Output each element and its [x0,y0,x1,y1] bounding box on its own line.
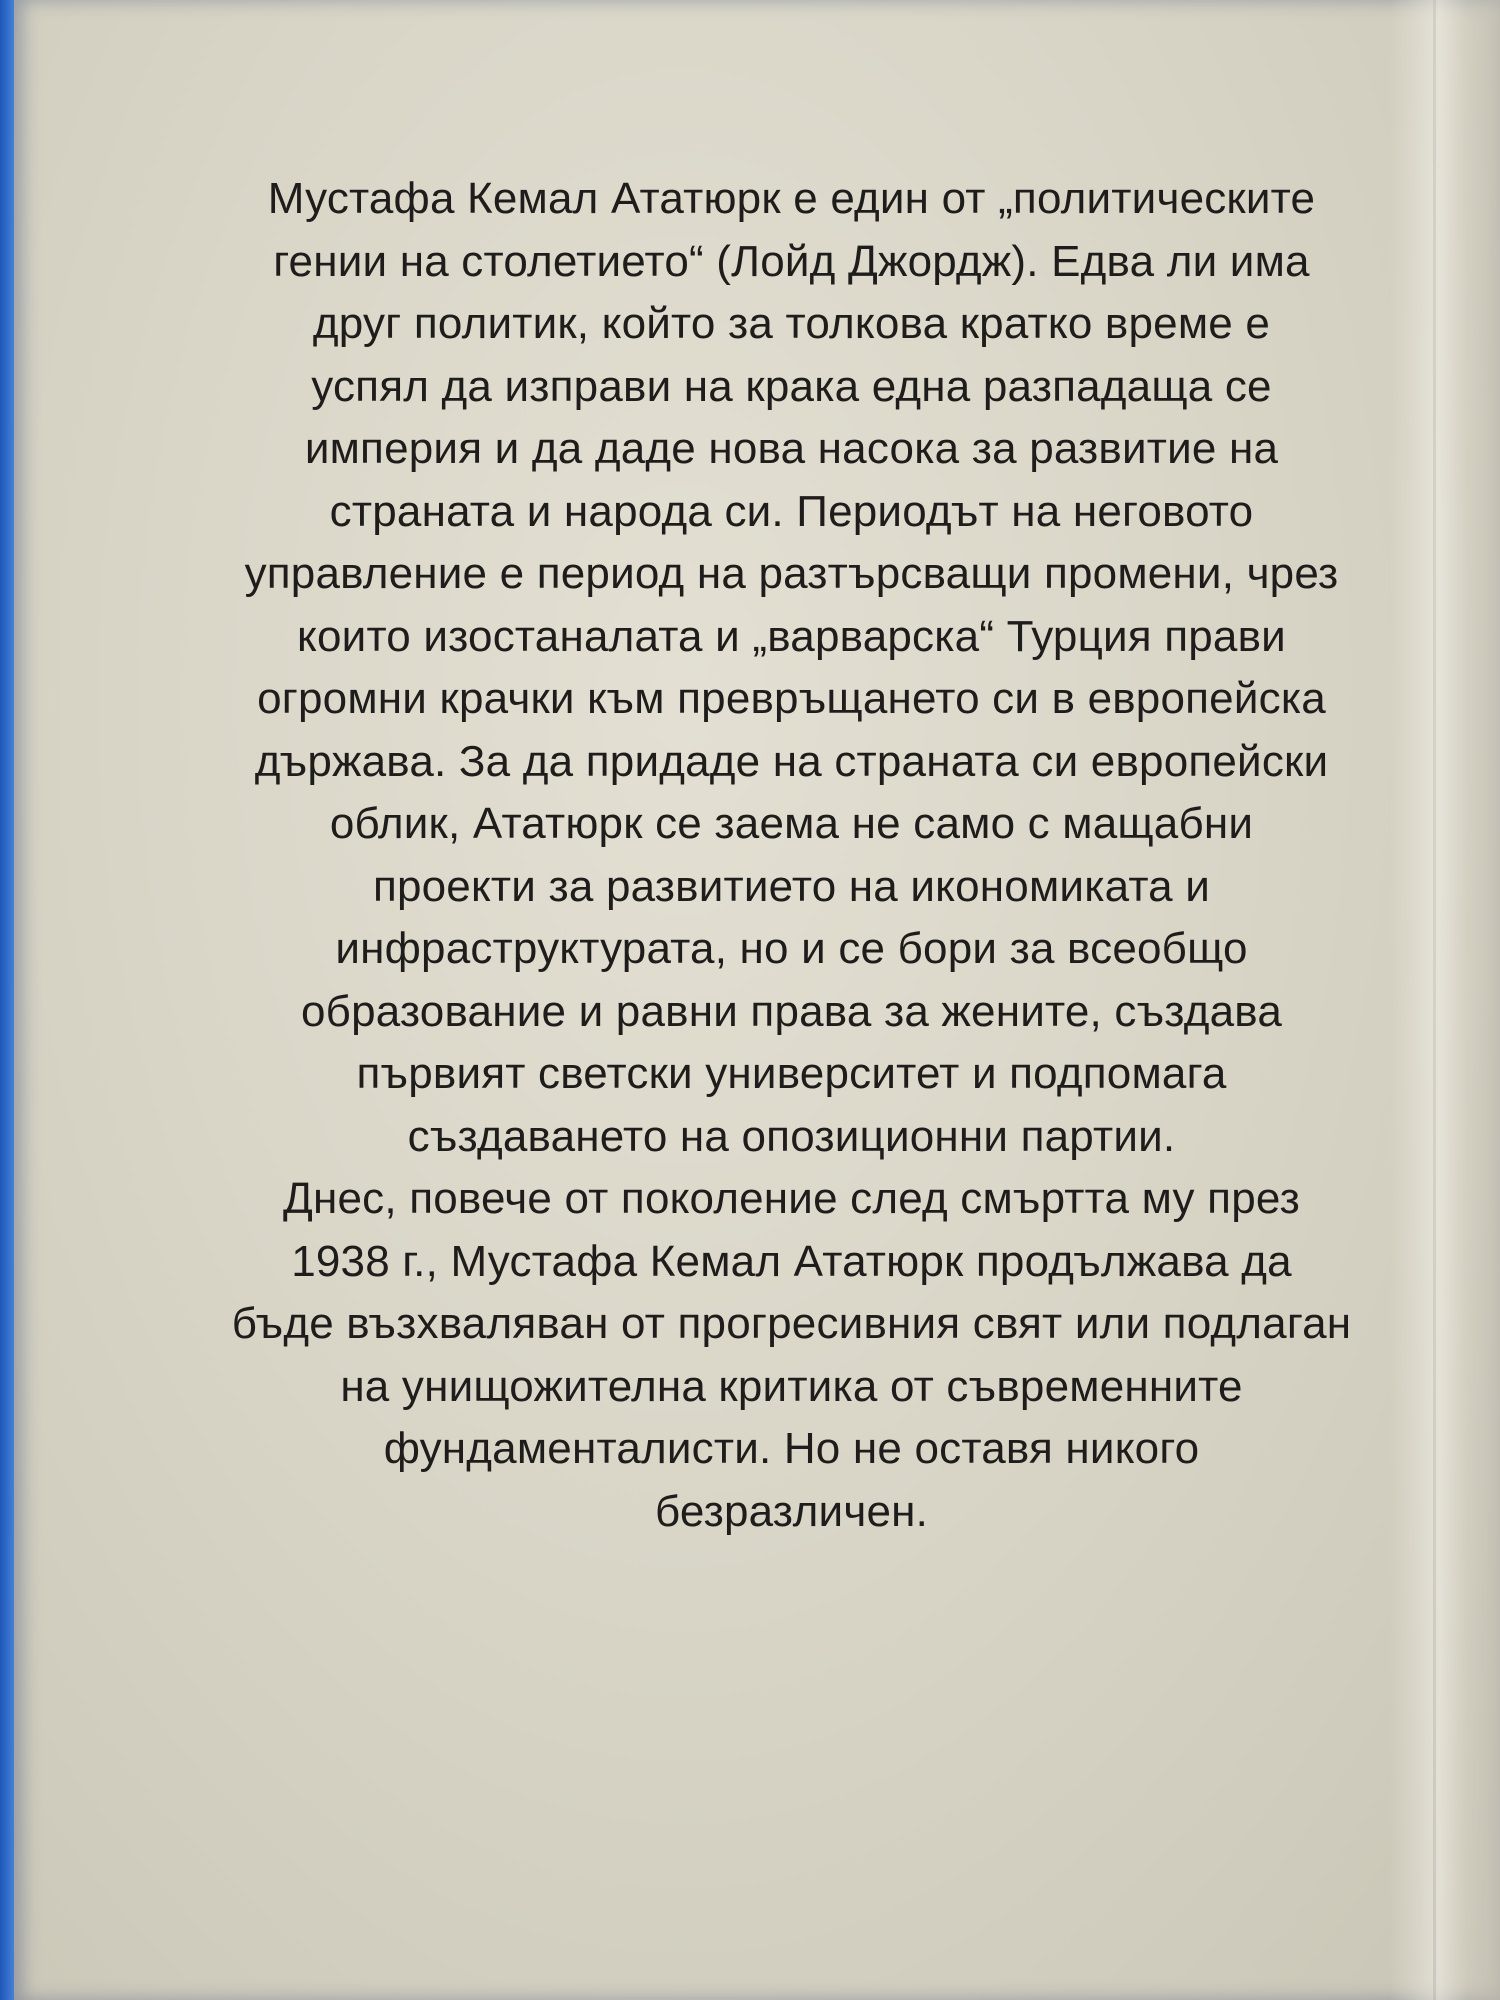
blurb-line: успял да изправи на крака една разпадаща се [311,361,1272,411]
blurb-line: друг политик, който за толкова кратко време е [312,299,1271,348]
blurb-line: 1938 г., Мустафа Кемал Ататюрк продължава да [291,1236,1292,1286]
blurb-line: облик, Ататюрк се заема не само с мащабни [329,799,1254,848]
blurb-line: проекти за развитието на икономиката и [372,861,1211,911]
blurb-line: бъде възхваляван от прогресивния свят или подлаган [231,1299,1352,1348]
blurb-line: създаването на опозиционни партии. [407,1111,1176,1161]
blurb-line: образование и равни права за жените, създава [301,986,1282,1036]
blurb-line: гении на столетието“ (Лойд Джордж). Едва ли има [273,236,1310,286]
blurb-line: фундаменталисти. Но не оставя никого [383,1424,1200,1473]
blurb-line: които изостаналата и „варварска“ Турция прави [297,611,1286,661]
blurb-line: огромни крачки към превръщането си в европейска [257,674,1326,723]
book-back-cover [14,0,1500,2000]
blurb-line: управление е период на разтърсващи промени, чрез [244,549,1339,598]
blurb-line: на унищожителна критика от съвременните [340,1361,1243,1411]
blurb-line: първият светски университет и подпомага [356,1049,1227,1098]
spine-crease [1433,0,1436,2000]
blurb-text [199,168,1384,1543]
blurb-line: Мустафа Кемал Ататюрк е един от „политическите [267,174,1316,223]
blurb-line: държава. За да придаде на страната си европейски [254,736,1329,786]
blurb-line: Днес, повече от поколение след смъртта му през [283,1174,1300,1223]
blurb-line: страната и народа си. Периодът на неговото [329,486,1254,536]
spine-shading [1390,0,1500,2000]
blurb-line: инфраструктурата, но и се бори за всеобщо [335,924,1248,973]
blurb-line: безразличен. [654,1486,929,1536]
blurb-line: империя и да даде нова насока за развитие на [304,424,1279,473]
